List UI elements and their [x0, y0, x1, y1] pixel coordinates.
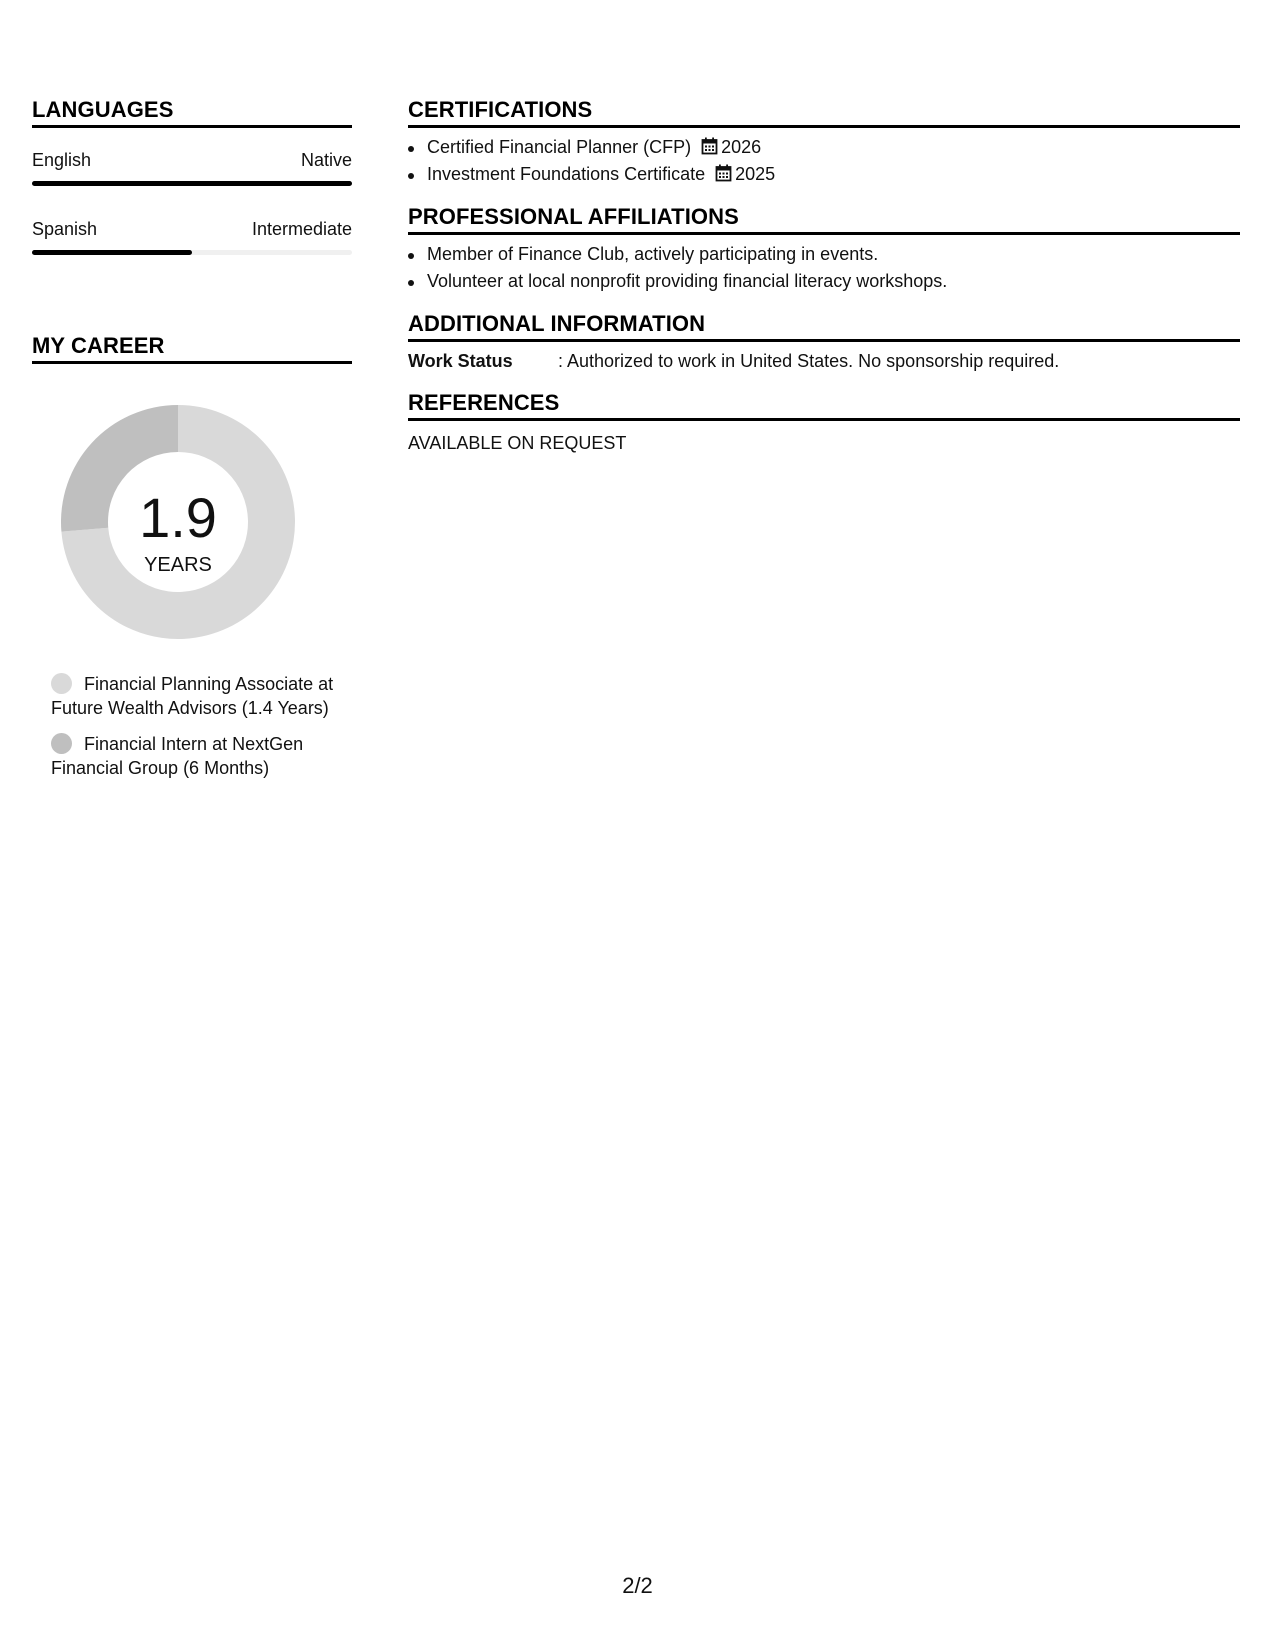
legend-dot-icon: [51, 673, 72, 694]
affiliation-item: Member of Finance Club, actively participating in events.: [408, 241, 1240, 268]
language-proficiency-fill: [32, 181, 352, 186]
work-status-row: [408, 349, 1240, 373]
language-proficiency-bar: [32, 250, 352, 255]
career-legend-item: [32, 732, 352, 780]
additional-info-heading-rule: [408, 339, 1240, 342]
language-name: Spanish: [32, 219, 98, 239]
references-section: [408, 388, 1240, 455]
certification-item: [408, 161, 1240, 188]
language-level: Native: [300, 150, 352, 170]
language-proficiency-fill: [32, 250, 192, 255]
additional-info-heading: ADDITIONAL INFORMATION: [408, 311, 706, 336]
language-proficiency-bar: [32, 181, 352, 186]
certification-year: 2025: [735, 164, 776, 184]
affiliation-item: Volunteer at local nonprofit providing financial literacy workshops.: [408, 268, 1240, 295]
career-section: [32, 331, 352, 780]
work-status-value: : Authorized to work in United States. No sponsorship required.: [558, 351, 1060, 371]
certification-year: 2026: [721, 137, 762, 157]
languages-section: [32, 95, 352, 255]
language-item-english: [32, 148, 352, 186]
career-legend: [32, 672, 352, 780]
certification-name: Certified Financial Planner (CFP): [427, 137, 692, 157]
legend-label: Financial Intern at NextGen Financial Group (6 Months): [51, 734, 304, 778]
references-heading-rule: [408, 418, 1240, 421]
calendar-icon: [715, 164, 732, 182]
page-number: 2/2: [622, 1573, 653, 1598]
language-name: English: [32, 150, 92, 170]
legend-label: Financial Planning Associate at Future Wealth Advisors (1.4 Years): [51, 674, 334, 718]
career-legend-item: [32, 672, 352, 720]
career-total-unit: YEARS: [144, 554, 212, 576]
certifications-section: [408, 95, 1240, 188]
additional-info-section: [408, 309, 1240, 373]
affiliations-heading: PROFESSIONAL AFFILIATIONS: [408, 204, 739, 229]
legend-dot-icon: [51, 733, 72, 754]
certifications-heading: CERTIFICATIONS: [408, 97, 593, 122]
references-text: AVAILABLE ON REQUEST: [408, 433, 627, 453]
references-heading: REFERENCES: [408, 390, 560, 415]
left-column: [32, 95, 352, 792]
right-column: [408, 95, 1240, 455]
certification-item: [408, 134, 1240, 161]
career-heading-rule: [32, 361, 352, 364]
career-total-value: 1.9: [139, 486, 217, 549]
certification-name: Investment Foundations Certificate: [427, 164, 706, 184]
affiliations-section: [408, 202, 1240, 295]
career-heading: MY CAREER: [32, 333, 165, 358]
career-donut-chart: [53, 397, 303, 647]
languages-heading-rule: [32, 125, 352, 128]
languages-heading: LANGUAGES: [32, 97, 174, 122]
language-level: Intermediate: [251, 219, 352, 239]
certifications-list: [408, 134, 1240, 188]
affiliations-heading-rule: [408, 232, 1240, 235]
calendar-icon: [701, 137, 718, 155]
work-status-label: Work Status: [408, 351, 513, 371]
language-item-spanish: [32, 217, 352, 255]
affiliations-list: [408, 241, 1240, 295]
certifications-heading-rule: [408, 125, 1240, 128]
